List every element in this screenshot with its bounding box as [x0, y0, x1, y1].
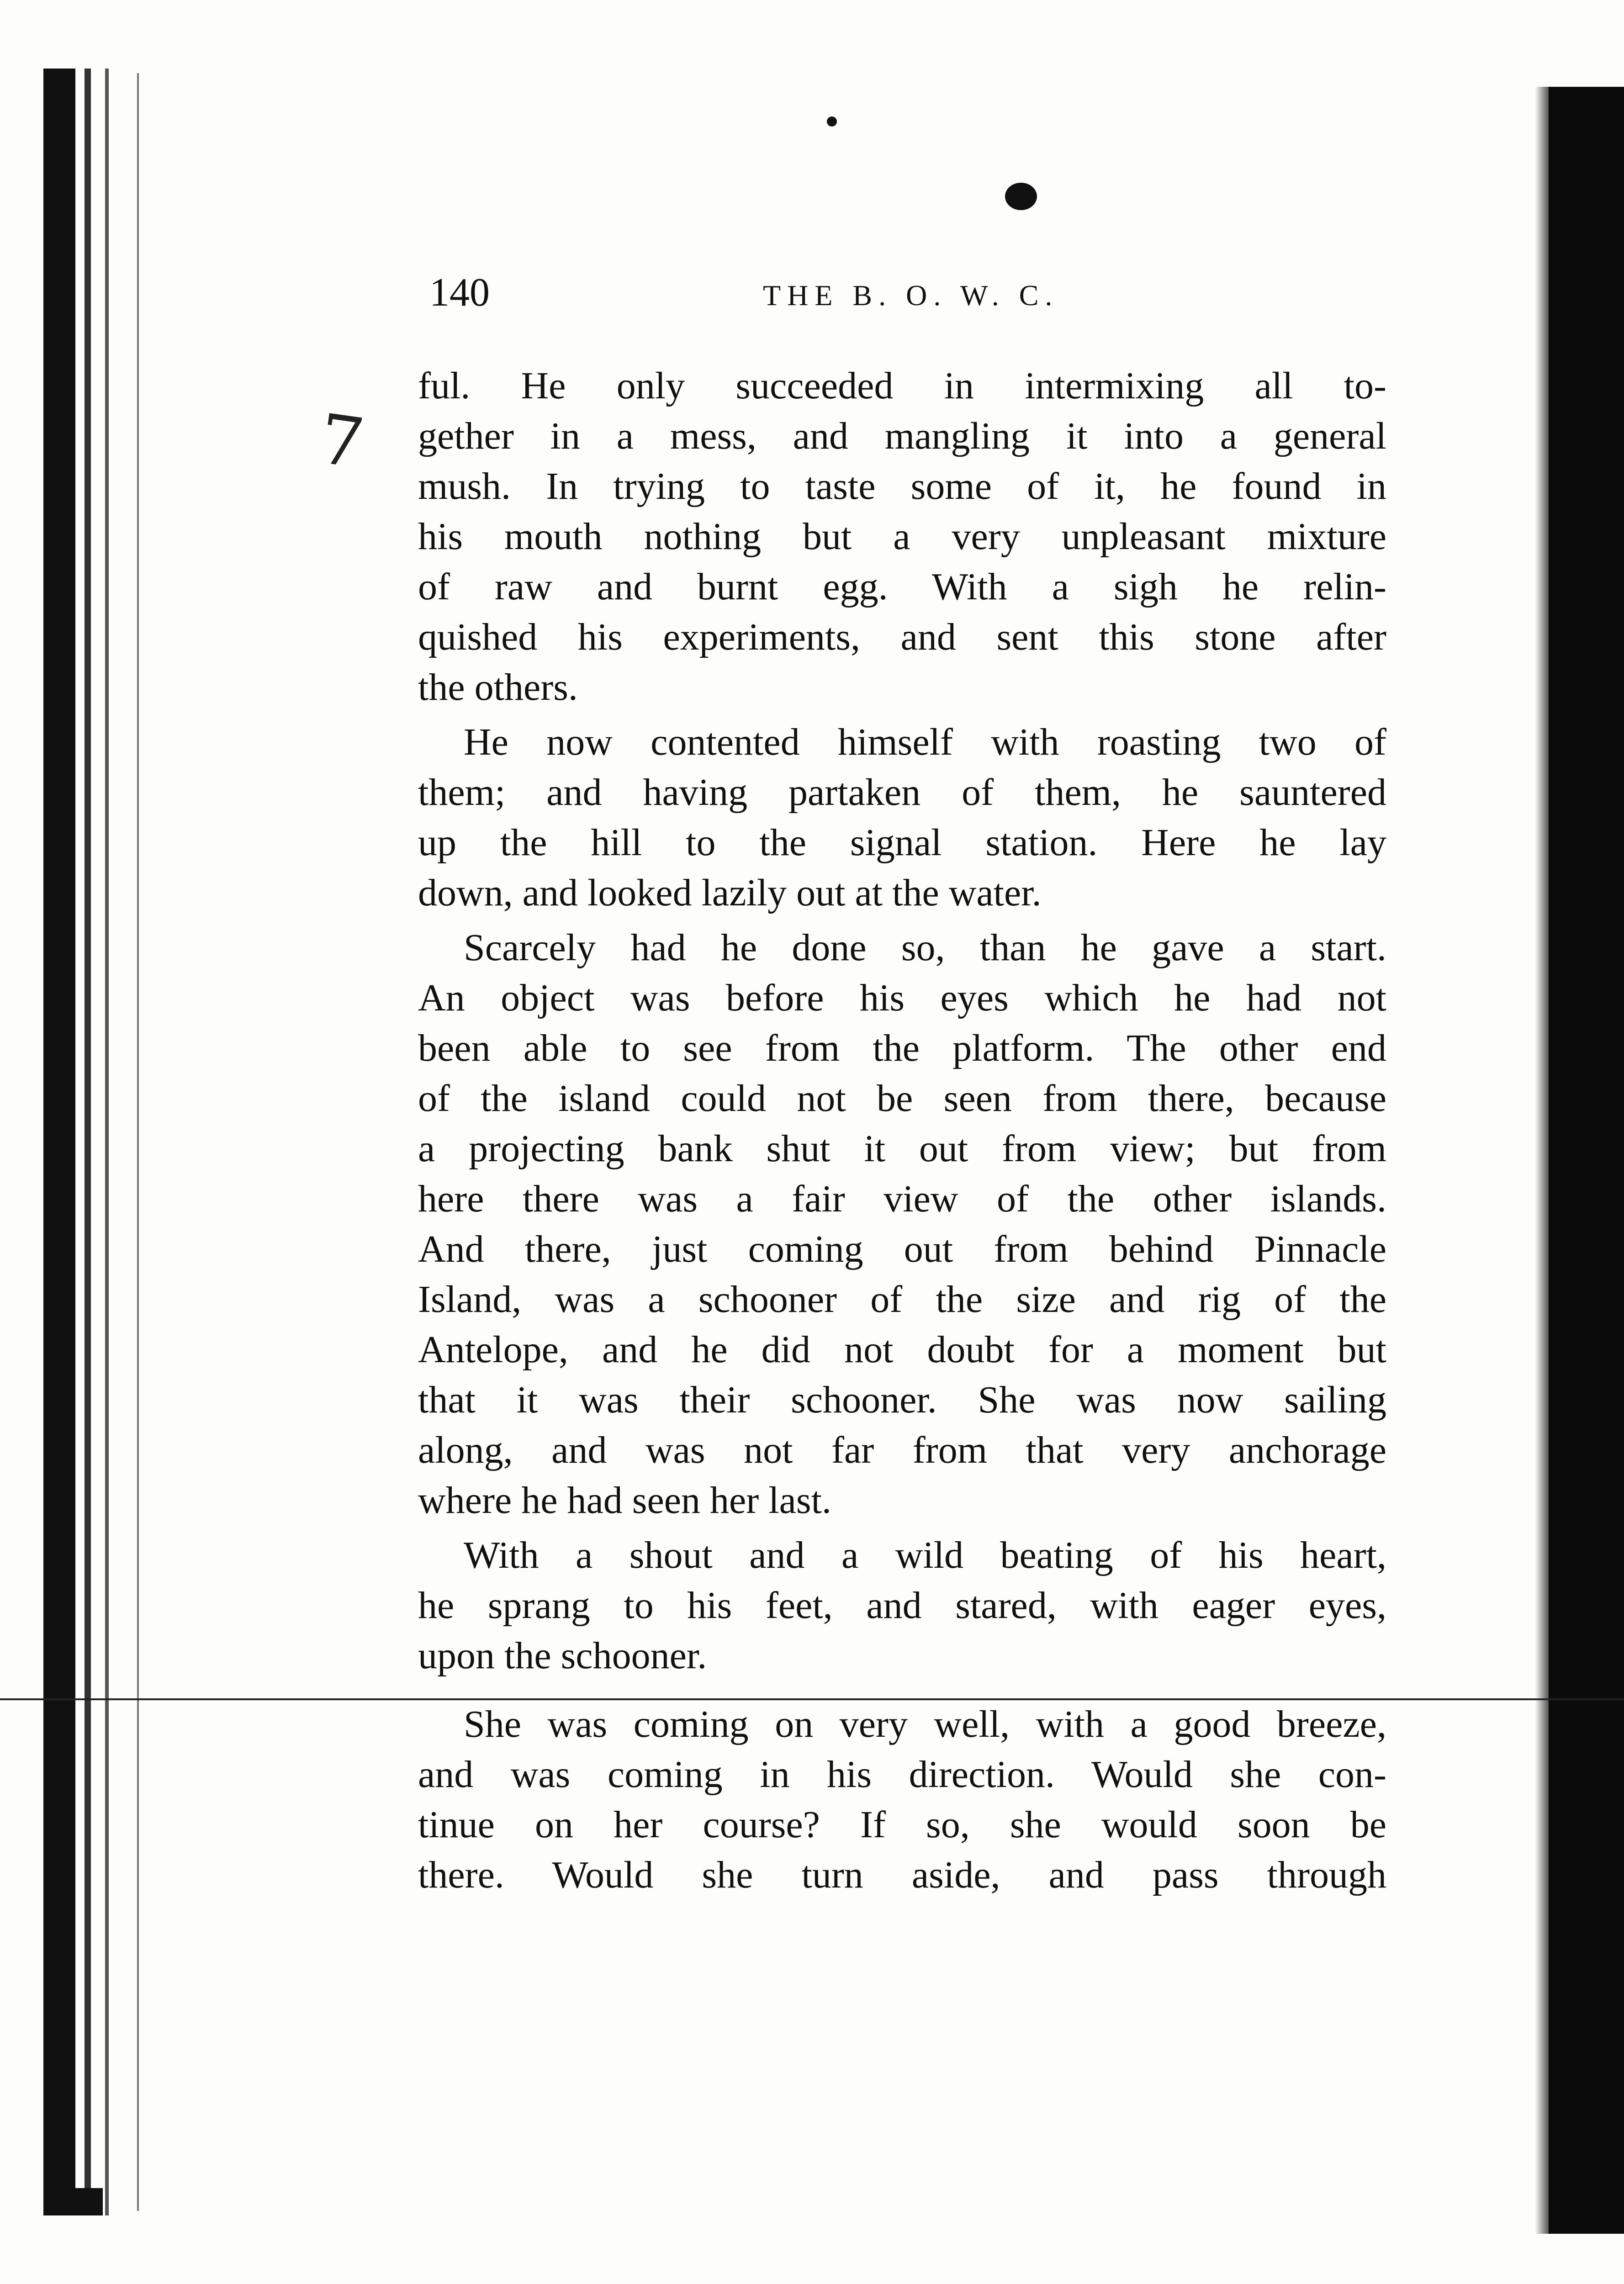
scan-edge-gradient-right [1535, 87, 1549, 2234]
text-line: along, and was not far from that very anchorage [418, 1429, 1386, 1471]
text-line: Scarcely had he done so, than he gave a start. [464, 926, 1386, 969]
paragraph [418, 717, 1386, 918]
body-text [418, 361, 1386, 1900]
ink-blot [1005, 183, 1037, 210]
page-number: 140 [429, 270, 490, 315]
text-line: the others. [418, 666, 578, 708]
text-line: and was coming in his direction. Would she con- [418, 1753, 1386, 1796]
text-line: down, and looked lazily out at the water. [418, 872, 1042, 914]
text-line: He now contented himself with roasting two of [464, 721, 1386, 763]
scan-edge-notch [43, 2188, 103, 2215]
text-line: up the hill to the signal station. Here he lay [418, 821, 1386, 864]
scan-edge-shadow-left [43, 69, 75, 2215]
text-line: tinue on her course? If so, she would soon be [418, 1803, 1386, 1846]
paragraph [418, 361, 1386, 713]
text-line: Antelope, and he did not doubt for a moment but [418, 1328, 1386, 1371]
text-line: Island, was a schooner of the size and rig of the [418, 1278, 1386, 1321]
text-line: a projecting bank shut it out from view; but from [418, 1127, 1386, 1170]
text-line: quished his experiments, and sent this stone after [418, 616, 1386, 658]
margin-pencil-mark: 7 [314, 399, 369, 484]
text-line: upon the schooner. [418, 1634, 707, 1677]
scan-edge-line-left-3 [137, 73, 139, 2211]
ink-speck [827, 116, 837, 127]
running-title: THE B. O. W. C. [763, 279, 1059, 312]
text-line: of the island could not be seen from there, because [418, 1077, 1386, 1120]
text-line: She was coming on very well, with a good breeze, [464, 1703, 1386, 1745]
scan-edge-shadow-right [1549, 87, 1624, 2234]
text-line: mush. In trying to taste some of it, he found in [418, 465, 1386, 508]
text-line: of raw and burnt egg. With a sigh he relin- [418, 566, 1386, 608]
text-line: there. Would she turn aside, and pass through [418, 1854, 1386, 1896]
paragraph [418, 1530, 1386, 1681]
text-line: he sprang to his feet, and stared, with eager eyes, [418, 1584, 1386, 1627]
paragraph [418, 1699, 1386, 1900]
text-line: And there, just coming out from behind Pinnacle [418, 1228, 1386, 1270]
scan-edge-line-left [85, 69, 91, 2215]
text-line: that it was their schooner. She was now sailing [418, 1379, 1386, 1421]
text-line: With a shout and a wild beating of his heart, [464, 1534, 1386, 1576]
text-line: his mouth nothing but a very unpleasant mixture [418, 515, 1386, 558]
text-line: An object was before his eyes which he had not [418, 977, 1386, 1019]
paragraph [418, 923, 1386, 1526]
text-line: them; and having partaken of them, he sauntered [418, 771, 1386, 814]
text-line: here there was a fair view of the other islands. [418, 1178, 1386, 1220]
text-line: gether in a mess, and mangling it into a general [418, 415, 1386, 457]
text-line: been able to see from the platform. The other end [418, 1027, 1386, 1069]
scan-edge-line-left-2 [105, 69, 109, 2215]
page-header [429, 270, 1389, 320]
text-line: where he had seen her last. [418, 1479, 831, 1522]
text-line: ful. He only succeeded in intermixing all to- [418, 365, 1386, 407]
